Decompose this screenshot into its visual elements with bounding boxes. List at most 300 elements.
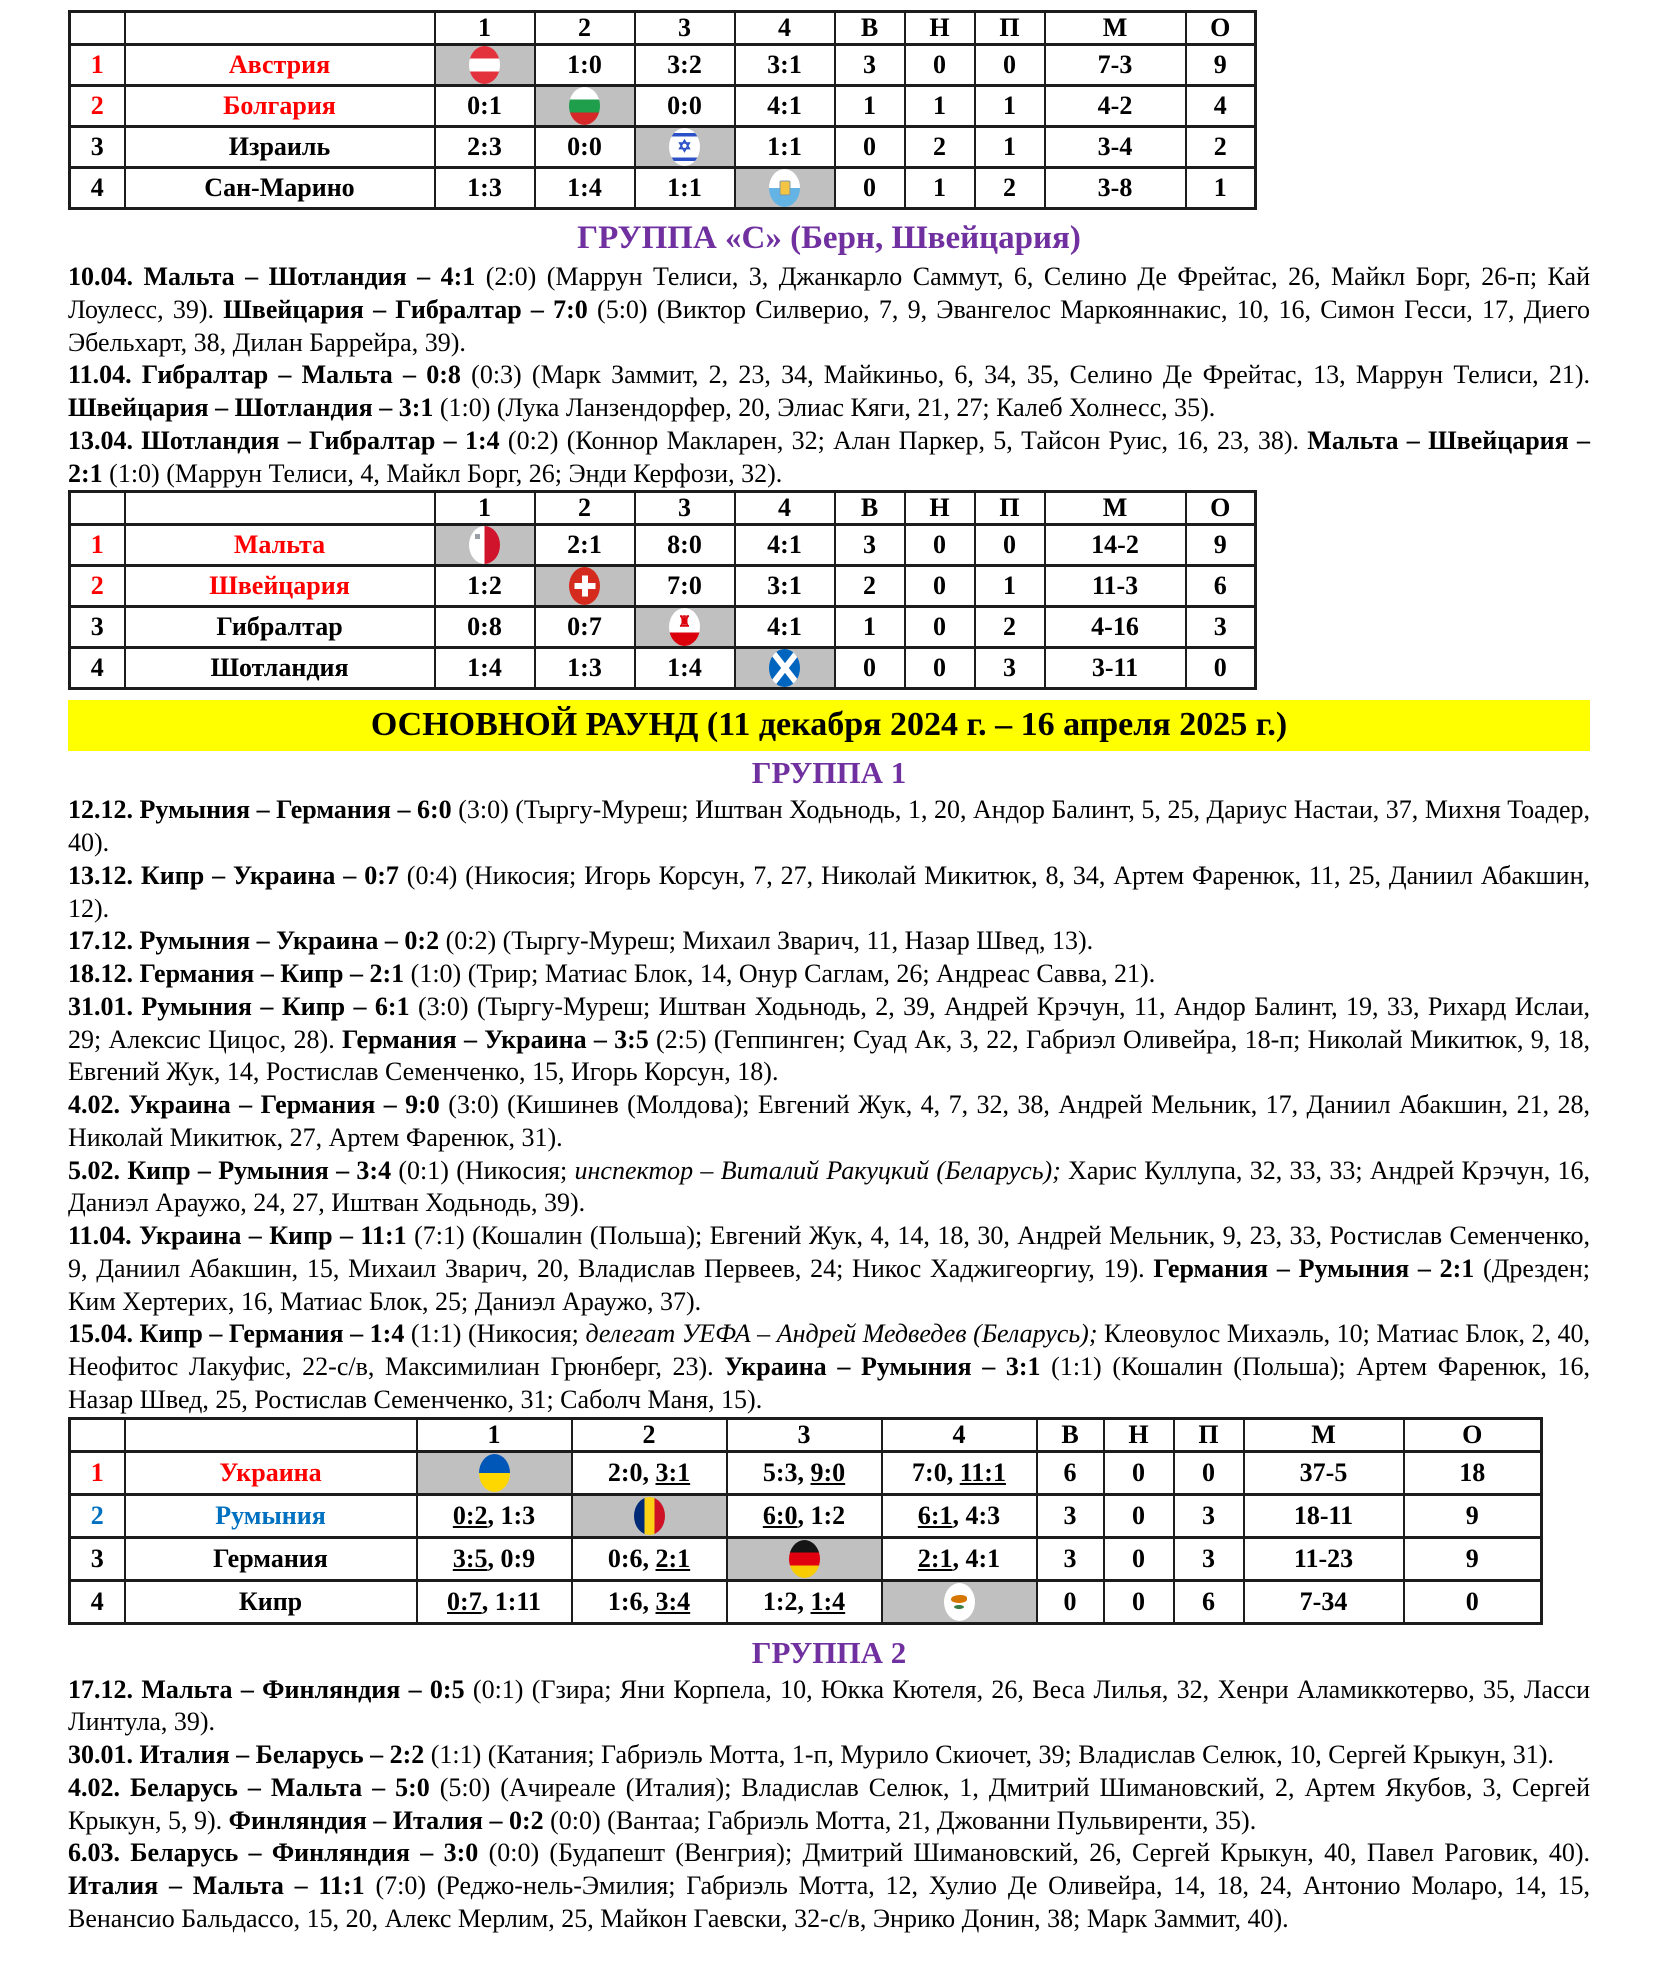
score-cell xyxy=(435,168,535,209)
column-header: 3 xyxy=(727,1418,882,1451)
score-text: 0:7 xyxy=(567,612,602,642)
group-c-standings-table xyxy=(68,490,1257,690)
stat-cell: 3 xyxy=(1186,607,1256,648)
score-text: , 0:9 xyxy=(487,1543,536,1573)
score-text: 3:1 xyxy=(767,571,802,601)
stat-cell: 0 xyxy=(1037,1580,1104,1623)
score-text: 0:7 xyxy=(447,1586,482,1616)
score-text: 1:1 xyxy=(667,173,702,202)
column-header xyxy=(125,1418,417,1451)
stat-cell: 0 xyxy=(1104,1494,1174,1537)
column-header xyxy=(70,492,125,525)
position-number: 3 xyxy=(70,607,125,648)
score-cell xyxy=(435,566,535,607)
match-result-text: 5.02. Кипр – Румыния – 3:4 xyxy=(68,1155,399,1185)
match-result-text: 10.04. Мальта – Шотландия – 4:1 xyxy=(68,262,486,291)
team-name: Кипр xyxy=(125,1580,417,1623)
stat-cell: 0 xyxy=(1174,1451,1244,1494)
header-row xyxy=(70,12,1256,45)
match-result-text: 17.12. Мальта – Финляндия – 0:5 xyxy=(68,1674,473,1704)
table-row xyxy=(70,566,1256,607)
column-header: М xyxy=(1045,12,1186,45)
position-number: 1 xyxy=(70,45,125,86)
score-cell xyxy=(735,648,835,689)
match-result-text: Германия – Украина – 3:5 xyxy=(341,1024,657,1054)
score-cell xyxy=(435,45,535,86)
column-header: 1 xyxy=(417,1418,572,1451)
report-text: (5:0) (Ачиреале (Италия); Владислав Селюк, 1, Дмитрий Шимановский, 2, Артем Якубов, 3, Сергей Крыкун, 5, 9). xyxy=(68,1772,1590,1835)
position-number: 2 xyxy=(70,566,125,607)
match-result-text: 31.01. Румыния – Кипр – 6:1 xyxy=(68,991,418,1021)
score-cell xyxy=(535,648,635,689)
stat-cell: 0 xyxy=(905,45,975,86)
match-result-text: 6.03. Беларусь – Финляндия – 3:0 xyxy=(68,1838,489,1868)
score-cell xyxy=(735,607,835,648)
score-text: 1:4 xyxy=(567,173,602,202)
team-name: Румыния xyxy=(125,1494,417,1537)
score-text: 0:8 xyxy=(467,612,502,642)
score-text: , 1:3 xyxy=(487,1500,536,1530)
match-report-paragraph xyxy=(68,991,1590,1089)
match-result-text: Швейцария – Гибралтар – 7:0 xyxy=(223,294,598,324)
stat-cell: 3 xyxy=(975,648,1045,689)
score-text: 6:0 xyxy=(762,1500,798,1530)
score-text: 7:0 xyxy=(667,571,702,601)
standings-table-top xyxy=(68,10,1257,210)
sanmarino-flag-icon xyxy=(769,169,800,207)
stat-cell: 14-2 xyxy=(1045,525,1186,566)
stat-cell: 3 xyxy=(1174,1494,1244,1537)
column-header: 1 xyxy=(435,492,535,525)
score-text: 3:1 xyxy=(655,1457,691,1487)
score-text: 2:1 xyxy=(655,1543,691,1573)
column-header: М xyxy=(1045,492,1186,525)
stat-cell: 0 xyxy=(835,127,905,168)
team-name: Болгария xyxy=(125,86,435,127)
position-number: 3 xyxy=(70,127,125,168)
score-text: 1:4 xyxy=(467,653,502,683)
score-text: 5:3, xyxy=(762,1457,811,1487)
score-text: 1:2 xyxy=(467,571,502,601)
stat-cell: 9 xyxy=(1186,525,1256,566)
stat-cell: 0 xyxy=(835,648,905,689)
score-cell xyxy=(417,1537,572,1580)
score-cell xyxy=(535,566,635,607)
score-text: 0:0 xyxy=(567,132,602,161)
score-cell xyxy=(435,525,535,566)
stat-cell: 3 xyxy=(835,525,905,566)
score-text: , 1:11 xyxy=(481,1586,541,1616)
position-number: 4 xyxy=(70,168,125,209)
scotland-flag-icon xyxy=(769,649,800,687)
standings-table-top xyxy=(68,10,1590,210)
report-text: (0:0) (Вантаа; Габриэль Мотта, 21, Джованни Пульвиренти, 35). xyxy=(550,1805,1257,1835)
score-text: 1:0 xyxy=(567,50,602,79)
score-cell xyxy=(535,86,635,127)
match-result-text: 4.02. Украина – Германия – 9:0 xyxy=(68,1090,449,1119)
table-row xyxy=(70,45,1256,86)
score-cell xyxy=(735,168,835,209)
column-header xyxy=(125,12,435,45)
report-text: (0:0) (Будапешт (Венгрия); Дмитрий Шимановский, 26, Сергей Крыкун, 40, Павел Раговик, 40). xyxy=(488,1838,1590,1868)
stat-cell: 0 xyxy=(1404,1580,1542,1623)
score-cell xyxy=(417,1580,572,1623)
table-row xyxy=(70,86,1256,127)
position-number: 1 xyxy=(70,1451,125,1494)
column-header: 1 xyxy=(435,12,535,45)
score-cell xyxy=(435,607,535,648)
stat-cell: 1 xyxy=(835,607,905,648)
match-report-paragraph xyxy=(68,1318,1590,1416)
group-1-results-text xyxy=(68,794,1590,1416)
score-cell xyxy=(572,1580,727,1623)
column-header: О xyxy=(1186,492,1256,525)
score-cell xyxy=(635,168,735,209)
score-text: , 4:3 xyxy=(952,1500,1001,1530)
match-report-paragraph xyxy=(68,1155,1590,1221)
score-cell xyxy=(535,45,635,86)
score-cell xyxy=(727,1580,882,1623)
report-text: (1:1) (Катания; Габриэль Мотта, 1-п, Мурило Скиочет, 39; Владислав Селюк, 10, Сергей Крыкун, 31). xyxy=(430,1740,1554,1769)
stat-cell: 1 xyxy=(975,566,1045,607)
match-result-text: 13.12. Кипр – Украина – 0:7 xyxy=(68,860,407,890)
match-result-text: Италия – Мальта – 11:1 xyxy=(68,1871,376,1900)
column-header: 4 xyxy=(735,492,835,525)
israel-flag-icon xyxy=(669,128,700,166)
team-name: Швейцария xyxy=(125,566,435,607)
score-text: 0:1 xyxy=(467,91,502,120)
score-cell xyxy=(635,45,735,86)
score-text: 4:1 xyxy=(767,612,802,642)
score-cell xyxy=(635,86,735,127)
score-text: 2:0, xyxy=(607,1457,656,1487)
stat-cell: 11-3 xyxy=(1045,566,1186,607)
table-row xyxy=(70,168,1256,209)
stat-cell: 3 xyxy=(1174,1537,1244,1580)
stat-cell: 0 xyxy=(905,648,975,689)
score-cell xyxy=(882,1494,1037,1537)
score-text: 1:3 xyxy=(467,173,502,202)
stat-cell: 0 xyxy=(905,607,975,648)
score-text: 1:2, xyxy=(762,1586,811,1616)
report-text: делегат УЕФА – Андрей Медведев (Беларусь); xyxy=(585,1319,1098,1349)
score-cell xyxy=(735,127,835,168)
team-name: Австрия xyxy=(125,45,435,86)
report-text: (7:0) (Реджо-нель-Эмилия; Габриэль Мотта, 12, Хулио Де Оливейра, 14, 18, 24, Антонио Моларо, 14, 15, Венансио Бальдассо, 15, 20, Алекс Мерлим, 25, Майкон Гаевски, 32-с/в, Энрико Донин, 38; Марк Заммит, 40). xyxy=(68,1871,1590,1933)
match-report-paragraph xyxy=(68,794,1590,860)
match-report-paragraph xyxy=(68,425,1590,491)
stat-cell: 4-16 xyxy=(1045,607,1186,648)
score-cell xyxy=(635,607,735,648)
score-cell xyxy=(882,1451,1037,1494)
score-text: , 1:2 xyxy=(797,1500,846,1530)
stat-cell: 6 xyxy=(1174,1580,1244,1623)
header-row xyxy=(70,492,1256,525)
stat-cell: 1 xyxy=(905,86,975,127)
score-text: 1:6, xyxy=(607,1586,656,1616)
column-header: 2 xyxy=(535,492,635,525)
report-text: (5:0) (Виктор Силверио, 7, 9, Эвангелос Маркояннакис, 10, 16, Симон Гесси, 17, Диего Эбельхарт, 38, Дилан Баррейра, 39). xyxy=(68,294,1590,357)
stat-cell: 0 xyxy=(835,168,905,209)
score-text: 3:1 xyxy=(767,50,802,79)
ukraine-flag-icon xyxy=(479,1454,510,1492)
column-header: Н xyxy=(905,12,975,45)
match-report-paragraph xyxy=(68,1739,1590,1772)
report-text: (0:1) (Гзира; Яни Корпела, 10, Юкка Кютеля, 26, Веса Лилья, 32, Хенри Аламиккотерво, 35, Ласси Линтула, 39). xyxy=(68,1674,1590,1737)
report-text: инспектор – Виталий Ракуцкий (Беларусь); xyxy=(574,1155,1061,1185)
column-header: 4 xyxy=(882,1418,1037,1451)
table-row xyxy=(70,1537,1542,1580)
column-header: М xyxy=(1244,1418,1404,1451)
match-report-paragraph xyxy=(68,958,1590,991)
column-header: Н xyxy=(1104,1418,1174,1451)
match-result-text: 13.04. Шотландия – Гибралтар – 1:4 xyxy=(68,425,508,455)
report-text: (7:1) (Кошалин (Польша); Евгений Жук, 4, 14, 18, 30, Андрей Мельник, 9, 23, 33, Ростислав Семенченко, 9, Даниил Абакшин, 15, Михаил Зварич, 20, Владислав Первеев, 24; Никос Хаджигеоргиу, 19). xyxy=(68,1221,1590,1283)
cyprus-flag-icon xyxy=(944,1583,975,1621)
report-text: (1:0) (Лука Ланзендорфер, 20, Элиас Кяги, 21, 27; Калеб Холнесс, 35). xyxy=(439,393,1216,422)
germany-flag-icon xyxy=(789,1540,820,1578)
stat-cell: 3 xyxy=(1037,1537,1104,1580)
match-result-text: Финляндия – Италия – 0:2 xyxy=(228,1805,551,1835)
match-report-paragraph xyxy=(68,1089,1590,1155)
table-row xyxy=(70,648,1256,689)
score-cell xyxy=(727,1494,882,1537)
stat-cell: 9 xyxy=(1404,1494,1542,1537)
column-header xyxy=(70,1418,125,1451)
match-result-text: 4.02. Беларусь – Мальта – 5:0 xyxy=(68,1772,440,1802)
score-cell xyxy=(735,45,835,86)
match-result-text: Германия – Румыния – 2:1 xyxy=(1153,1253,1484,1283)
match-report-paragraph xyxy=(68,359,1590,425)
match-report-paragraph xyxy=(68,1220,1590,1318)
score-text: 2:3 xyxy=(467,132,502,161)
match-result-text: 11.04. Гибралтар – Мальта – 0:8 xyxy=(68,360,472,390)
score-cell xyxy=(635,566,735,607)
score-text: 3:4 xyxy=(655,1586,691,1616)
match-result-text: 18.12. Германия – Кипр – 2:1 xyxy=(68,959,411,988)
bulgaria-flag-icon xyxy=(569,87,600,125)
score-cell xyxy=(435,86,535,127)
position-number: 1 xyxy=(70,525,125,566)
column-header xyxy=(125,492,435,525)
table-row xyxy=(70,525,1256,566)
stat-cell: 0 xyxy=(905,525,975,566)
match-result-text: Украина – Румыния – 3:1 xyxy=(724,1352,1052,1381)
column-header: П xyxy=(975,492,1045,525)
score-cell xyxy=(635,648,735,689)
stat-cell: 4-2 xyxy=(1045,86,1186,127)
report-text: (0:4) (Никосия; Игорь Корсун, 7, 27, Николай Микитюк, 8, 34, Артем Фаренюк, 11, 25, Даниил Абакшин, 12). xyxy=(68,860,1590,923)
report-text: (0:3) (Марк Заммит, 2, 23, 34, Майкиньо, 6, 34, 35, Селино Де Фрейтас, 13, Маррун Телиси, 21). xyxy=(471,360,1590,390)
score-cell xyxy=(727,1537,882,1580)
stat-cell: 2 xyxy=(1186,127,1256,168)
score-text: 2:1 xyxy=(917,1543,953,1573)
group-c-standings-table xyxy=(68,490,1590,690)
position-number: 4 xyxy=(70,1580,125,1623)
table-row xyxy=(70,1451,1542,1494)
score-text: 1:3 xyxy=(567,653,602,683)
romania-flag-icon xyxy=(634,1497,665,1535)
stat-cell: 9 xyxy=(1186,45,1256,86)
score-cell xyxy=(735,566,835,607)
column-header: 4 xyxy=(735,12,835,45)
score-text: 1:1 xyxy=(767,132,802,161)
score-text: 11:1 xyxy=(959,1457,1006,1487)
score-text: 0:0 xyxy=(667,91,702,120)
team-name: Шотландия xyxy=(125,648,435,689)
position-number: 2 xyxy=(70,86,125,127)
score-cell xyxy=(535,127,635,168)
group-2-results-text xyxy=(68,1674,1590,1936)
score-cell xyxy=(435,648,535,689)
column-header: 2 xyxy=(535,12,635,45)
stat-cell: 3-11 xyxy=(1045,648,1186,689)
score-text: 4:1 xyxy=(767,530,802,560)
match-result-text: Мальта – Швейцария – 2:1 xyxy=(68,425,1590,488)
score-cell xyxy=(572,1494,727,1537)
table-row xyxy=(70,607,1256,648)
match-report-paragraph xyxy=(68,1837,1590,1935)
stat-cell: 18-11 xyxy=(1244,1494,1404,1537)
score-text: 2:1 xyxy=(567,530,602,560)
score-text: 3:2 xyxy=(667,50,702,79)
match-result-text: 12.12. Румыния – Германия – 6:0 xyxy=(68,795,459,825)
group-2-heading: ГРУППА 2 xyxy=(751,1634,907,1670)
match-report-paragraph xyxy=(68,1674,1590,1740)
stat-cell: 0 xyxy=(1186,648,1256,689)
malta-flag-icon xyxy=(469,526,500,564)
team-name: Украина xyxy=(125,1451,417,1494)
score-cell xyxy=(572,1451,727,1494)
switzerland-flag-icon xyxy=(569,567,600,605)
match-result-text: 17.12. Румыния – Украина – 0:2 xyxy=(68,926,446,956)
report-text: (0:2) (Коннор Макларен, 32; Алан Паркер, 5, Тайсон Руис, 16, 23, 38). xyxy=(507,425,1308,455)
score-text: 6:1 xyxy=(917,1500,953,1530)
position-number: 2 xyxy=(70,1494,125,1537)
stat-cell: 7-34 xyxy=(1244,1580,1404,1623)
stat-cell: 0 xyxy=(975,525,1045,566)
group-1-standings-table xyxy=(68,1417,1590,1625)
position-number: 3 xyxy=(70,1537,125,1580)
stat-cell: 9 xyxy=(1404,1537,1542,1580)
stat-cell: 0 xyxy=(975,45,1045,86)
score-text: , 4:1 xyxy=(952,1543,1001,1573)
report-text: (1:0) (Трир; Матиас Блок, 14, Онур Саглам, 26; Андреас Савва, 21). xyxy=(410,959,1156,988)
stat-cell: 1 xyxy=(975,127,1045,168)
stat-cell: 0 xyxy=(905,566,975,607)
column-header: О xyxy=(1404,1418,1542,1451)
score-text: 0:6, xyxy=(607,1543,656,1573)
score-cell xyxy=(435,127,535,168)
score-text: 4:1 xyxy=(767,91,802,120)
score-cell xyxy=(882,1537,1037,1580)
match-report-paragraph xyxy=(68,261,1590,359)
column-header: В xyxy=(835,492,905,525)
stat-cell: 2 xyxy=(975,168,1045,209)
match-result-text: 30.01. Италия – Беларусь – 2:2 xyxy=(68,1740,431,1769)
team-name: Мальта xyxy=(125,525,435,566)
position-number: 4 xyxy=(70,648,125,689)
stat-cell: 3-8 xyxy=(1045,168,1186,209)
stat-cell: 1 xyxy=(975,86,1045,127)
report-text: (Дрезден; Ким Хертерих, 16, Матиас Блок, 25; Даниэл Араужо, 37). xyxy=(68,1253,1590,1316)
match-report-paragraph xyxy=(68,1772,1590,1838)
score-text: 9:0 xyxy=(810,1457,846,1487)
stat-cell: 0 xyxy=(1104,1451,1174,1494)
stat-cell: 6 xyxy=(1186,566,1256,607)
stat-cell: 0 xyxy=(1104,1580,1174,1623)
report-text: (2:5) (Геппинген; Суад Ак, 3, 22, Габриэл Оливейра, 18-п; Николай Микитюк, 9, 18, Евгений Жук, 14, Ростислав Семенченко, 15, Игорь Корсун, 18). xyxy=(68,1024,1590,1087)
report-text: Клеовулос Михаэль, 10; Матиас Блок, 2, 40, Неофитос Лакуфис, 22-с/в, Максимилиан Грюнберг, 23). xyxy=(68,1319,1591,1381)
report-text: (0:1) (Никосия; xyxy=(398,1155,575,1185)
report-text: (1:1) (Никосия; xyxy=(410,1319,586,1349)
stat-cell: 2 xyxy=(905,127,975,168)
score-cell xyxy=(535,168,635,209)
report-text: (3:0) (Кишинев (Молдова); Евгений Жук, 4, 7, 32, 38, Андрей Мельник, 17, Даниил Абакшин, 21, 28, Николай Микитюк, 27, Артем Фаренюк, 31). xyxy=(68,1090,1590,1152)
header-row xyxy=(70,1418,1542,1451)
column-header: О xyxy=(1186,12,1256,45)
stat-cell: 2 xyxy=(975,607,1045,648)
match-report-paragraph xyxy=(68,925,1590,958)
report-text: (1:0) (Маррун Телиси, 4, Майкл Борг, 26; Энди Керфози, 32). xyxy=(109,458,783,488)
score-text: 8:0 xyxy=(667,530,702,560)
column-header: П xyxy=(975,12,1045,45)
team-name: Израиль xyxy=(125,127,435,168)
column-header: В xyxy=(835,12,905,45)
column-header xyxy=(70,12,125,45)
report-text: Харис Куллупа, 32, 33, 33; Андрей Крэчун, 16, Даниэл Араужо, 24, 27, Иштван Ходьнодь, 39). xyxy=(68,1155,1591,1218)
score-text: 7:0, xyxy=(912,1457,960,1487)
stat-cell: 6 xyxy=(1037,1451,1104,1494)
stat-cell: 2 xyxy=(835,566,905,607)
report-text: (1:1) (Кошалин (Польша); Артем Фаренюк, 16, Назар Швед, 25, Ростислав Семенченко, 31; Саболч Маня, 15). xyxy=(68,1352,1590,1414)
stat-cell: 4 xyxy=(1186,86,1256,127)
column-header: В xyxy=(1037,1418,1104,1451)
report-text: (2:0) (Маррун Телиси, 3, Джанкарло Саммут, 6, Селино Де Фрейтас, 26, Майкл Борг, 26-п; Кай Лоулесс, 39). xyxy=(68,262,1590,324)
column-header: 3 xyxy=(635,492,735,525)
stat-cell: 7-3 xyxy=(1045,45,1186,86)
match-result-text: 11.04. Украина – Кипр – 11:1 xyxy=(68,1221,415,1250)
column-header: 3 xyxy=(635,12,735,45)
report-text: (3:0) (Тыргу-Муреш; Иштван Ходьнодь, 2, 39, Андрей Крэчун, 11, Андор Балинт, 19, 33, Рихард Ислаи, 29; Алексис Цицос, 28). xyxy=(68,991,1590,1054)
score-cell xyxy=(882,1580,1037,1623)
group-1-heading: ГРУППА 1 xyxy=(751,755,907,791)
match-result-text: 15.04. Кипр – Германия – 1:4 xyxy=(68,1319,411,1349)
stat-cell: 1 xyxy=(835,86,905,127)
group-1-standings-table xyxy=(68,1417,1543,1625)
report-text: (0:2) (Тыргу-Муреш; Михаил Зварич, 11, Назар Швед, 13). xyxy=(445,926,1094,956)
score-cell xyxy=(572,1537,727,1580)
score-text: 1:4 xyxy=(667,653,702,683)
column-header: Н xyxy=(905,492,975,525)
group-c-results-text xyxy=(68,261,1590,490)
score-cell xyxy=(417,1451,572,1494)
score-cell xyxy=(635,525,735,566)
stat-cell: 37-5 xyxy=(1244,1451,1404,1494)
report-text: (3:0) (Тыргу-Муреш; Иштван Ходьнодь, 1, 20, Андор Балинт, 5, 25, Дариус Настаи, 37, Михня Тоадер, 40). xyxy=(68,795,1590,857)
match-report-paragraph xyxy=(68,860,1590,926)
column-header: П xyxy=(1174,1418,1244,1451)
stat-cell: 18 xyxy=(1404,1451,1542,1494)
stat-cell: 3 xyxy=(1037,1494,1104,1537)
team-name: Германия xyxy=(125,1537,417,1580)
stat-cell: 3-4 xyxy=(1045,127,1186,168)
stat-cell: 1 xyxy=(1186,168,1256,209)
score-text: 1:4 xyxy=(810,1586,846,1616)
score-cell xyxy=(417,1494,572,1537)
score-text: 0:2 xyxy=(452,1500,488,1530)
column-header: 2 xyxy=(572,1418,727,1451)
